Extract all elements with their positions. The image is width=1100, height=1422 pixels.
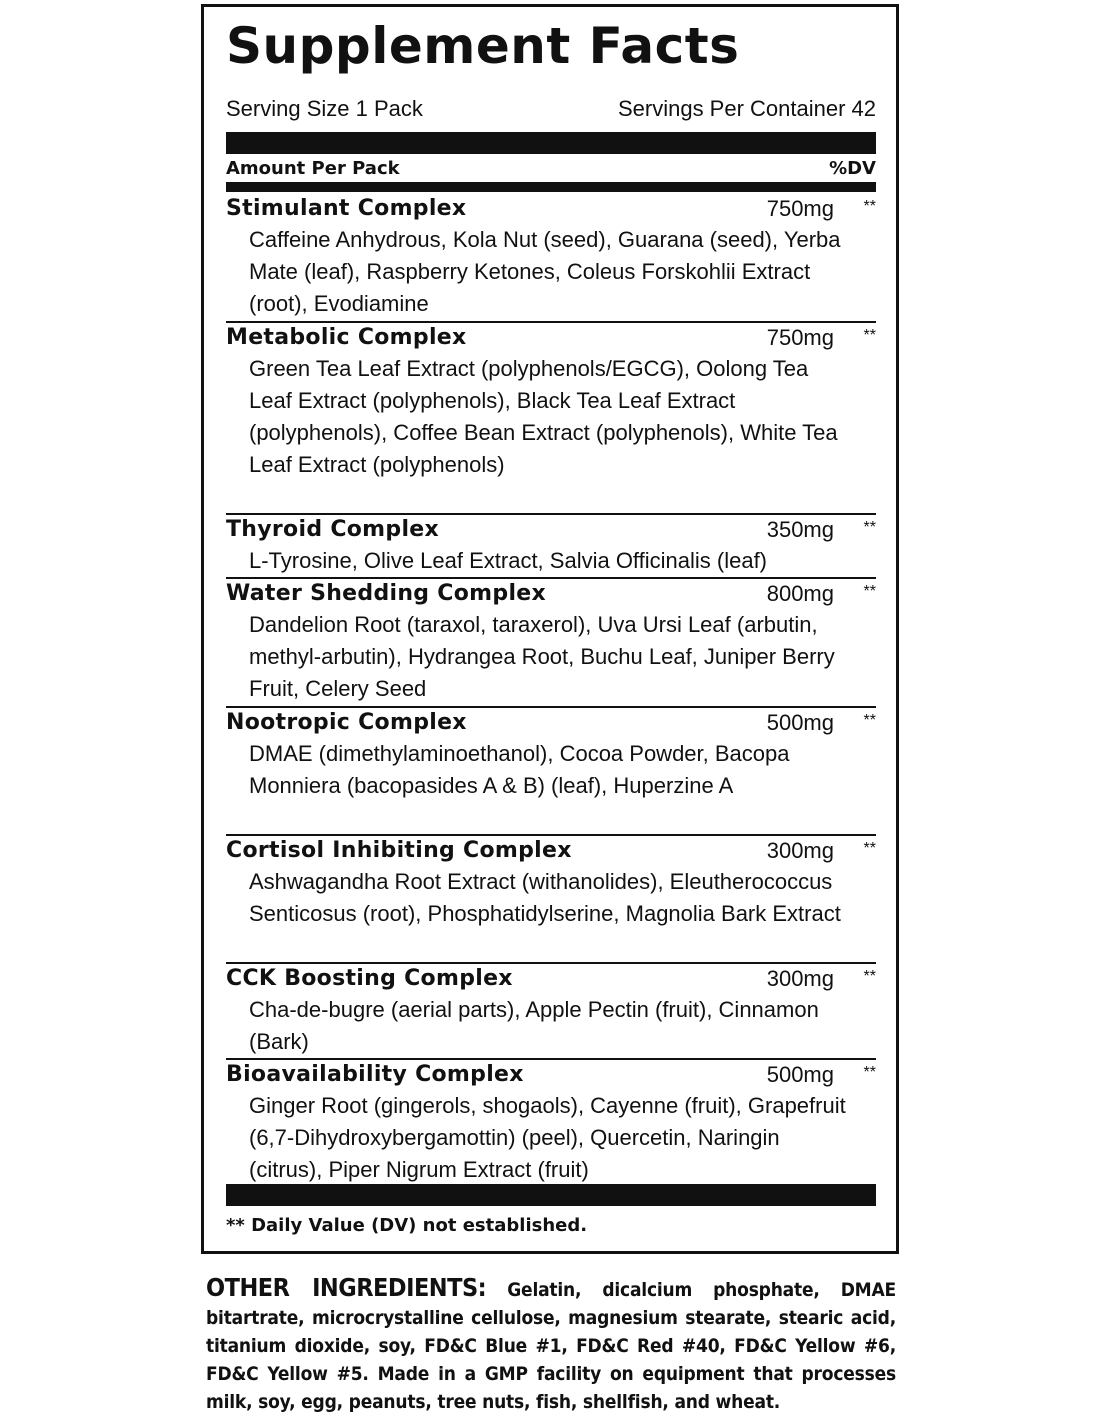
complex-amount: 500mg [766, 710, 834, 735]
complex-ingredients: Green Tea Leaf Extract (polyphenols/EGCG), Oolong Tea Leaf Extract (polyphenols), Black Tea Leaf Extract (polyphenols), Coffee Bean Extract (polyphenols), White Tea Leaf Extract (polyphenols) [249, 356, 838, 477]
complex-row-cortisol [226, 834, 876, 930]
panel-title: Supplement Facts [226, 17, 740, 75]
complex-amount: 300mg [766, 966, 834, 991]
complex-dv: ** [863, 712, 876, 729]
dv-footnote: ** Daily Value (DV) not established. [226, 1215, 588, 1236]
complex-dv: ** [863, 327, 876, 344]
complex-dv: ** [863, 1064, 876, 1081]
thick-divider-top [226, 132, 876, 154]
complex-amount: 750mg [766, 325, 834, 350]
complex-ingredients: Dandelion Root (taraxol, taraxerol), Uva Ursi Leaf (arbutin, methyl-arbutin), Hydrangea Root, Buchu Leaf, Juniper Berry Fruit, Celery Seed [249, 612, 835, 701]
complex-row-stimulant [226, 194, 876, 320]
complex-dv: ** [863, 519, 876, 536]
supplement-facts-panel [201, 4, 899, 1254]
complex-name: Water Shedding Complex [226, 581, 546, 606]
complex-row-water-shedding [226, 577, 876, 705]
other-ingredients-heading: OTHER INGREDIENTS: [206, 1273, 487, 1302]
complex-amount: 300mg [766, 838, 834, 863]
complex-dv: ** [863, 840, 876, 857]
complex-ingredients: Ginger Root (gingerols, shogaols), Cayenne (fruit), Grapefruit (6,7-Dihydroxybergamottin) (peel), Quercetin, Naringin (citrus), Piper Nigrum Extract (fruit) [249, 1093, 846, 1182]
complex-row-bioavailability [226, 1058, 876, 1186]
other-ingredients [206, 1274, 896, 1416]
complex-amount: 800mg [766, 581, 834, 606]
amount-header-row [226, 155, 876, 181]
other-ingredients-text: Gelatin, dicalcium phosphate, DMAE bitartrate, microcrystalline cellulose, magnesium stearate, stearic acid, titanium dioxide, soy, FD&C Blue #1, FD&C Red #40, FD&C Yellow #6, FD&C Yellow #5. Made in a GMP facility on equipment that processes milk, soy, egg, peanuts, tree nuts, fish, shellfish, and wheat. [206, 1279, 897, 1413]
thick-divider-bottom [226, 1184, 876, 1206]
complex-row-nootropic [226, 706, 876, 802]
complex-ingredients: L-Tyrosine, Olive Leaf Extract, Salvia Officinalis (leaf) [249, 548, 768, 573]
complex-row-metabolic [226, 321, 876, 481]
complex-amount: 500mg [766, 1062, 834, 1087]
complex-name: Cortisol Inhibiting Complex [226, 838, 572, 863]
complex-ingredients: Caffeine Anhydrous, Kola Nut (seed), Guarana (seed), Yerba Mate (leaf), Raspberry Ketones, Coleus Forskohlii Extract (root), Evodiamine [249, 227, 841, 316]
complex-row-thyroid [226, 513, 876, 577]
complex-dv: ** [863, 968, 876, 985]
complex-amount: 750mg [766, 196, 834, 221]
complex-ingredients: DMAE (dimethylaminoethanol), Cocoa Powder, Bacopa Monniera (bacopasides A & B) (leaf), Huperzine A [249, 741, 790, 798]
complex-row-cck [226, 962, 876, 1058]
servings-per-container: Servings Per Container 42 [617, 96, 876, 121]
complex-name: Stimulant Complex [226, 196, 467, 221]
complex-dv: ** [863, 583, 876, 600]
complex-name: Bioavailability Complex [226, 1062, 524, 1087]
serving-info [226, 95, 876, 123]
complex-name: Metabolic Complex [226, 325, 467, 350]
complex-amount: 350mg [766, 517, 834, 542]
complex-name: Thyroid Complex [226, 517, 440, 542]
amount-header: Amount Per Pack [226, 157, 400, 179]
complex-name: Nootropic Complex [226, 710, 467, 735]
complex-name: CCK Boosting Complex [226, 966, 513, 991]
complex-ingredients: Ashwagandha Root Extract (withanolides), Eleutherococcus Senticosus (root), Phosphatidylserine, Magnolia Bark Extract [249, 869, 841, 926]
complex-dv: ** [863, 198, 876, 215]
serving-size: Serving Size 1 Pack [226, 96, 423, 121]
thick-divider-mid [226, 182, 876, 192]
complex-ingredients: Cha-de-bugre (aerial parts), Apple Pectin (fruit), Cinnamon (Bark) [249, 997, 819, 1054]
dv-header: %DV [829, 157, 876, 179]
